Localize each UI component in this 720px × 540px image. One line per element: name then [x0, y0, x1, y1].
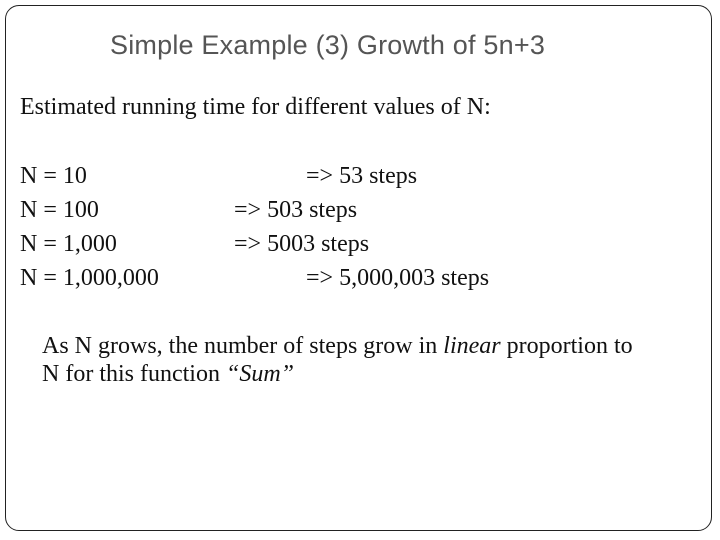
slide-title: Simple Example (3) Growth of 5n+3	[110, 30, 546, 60]
emphasis-sum: “Sum”	[225, 361, 295, 387]
n-value: N = 1,000,000	[20, 265, 159, 291]
steps-value: => 5003 steps	[234, 231, 370, 257]
steps-value: => 503 steps	[234, 197, 358, 223]
emphasis-linear: linear	[443, 333, 501, 359]
n-value: N = 10	[20, 163, 87, 189]
conclusion-line-2	[42, 360, 294, 388]
steps-value: => 5,000,003 steps	[306, 265, 490, 291]
conclusion-line-1	[42, 332, 633, 360]
conclusion-text: proportion to	[500, 333, 633, 359]
n-value: N = 1,000	[20, 231, 117, 257]
n-value: N = 100	[20, 197, 99, 223]
conclusion-text: As N grows, the number of steps grow in	[42, 333, 444, 359]
conclusion-text: N for this function	[42, 361, 226, 387]
intro-text: Estimated running time for different values of N:	[20, 94, 491, 120]
steps-value: => 53 steps	[306, 163, 418, 189]
